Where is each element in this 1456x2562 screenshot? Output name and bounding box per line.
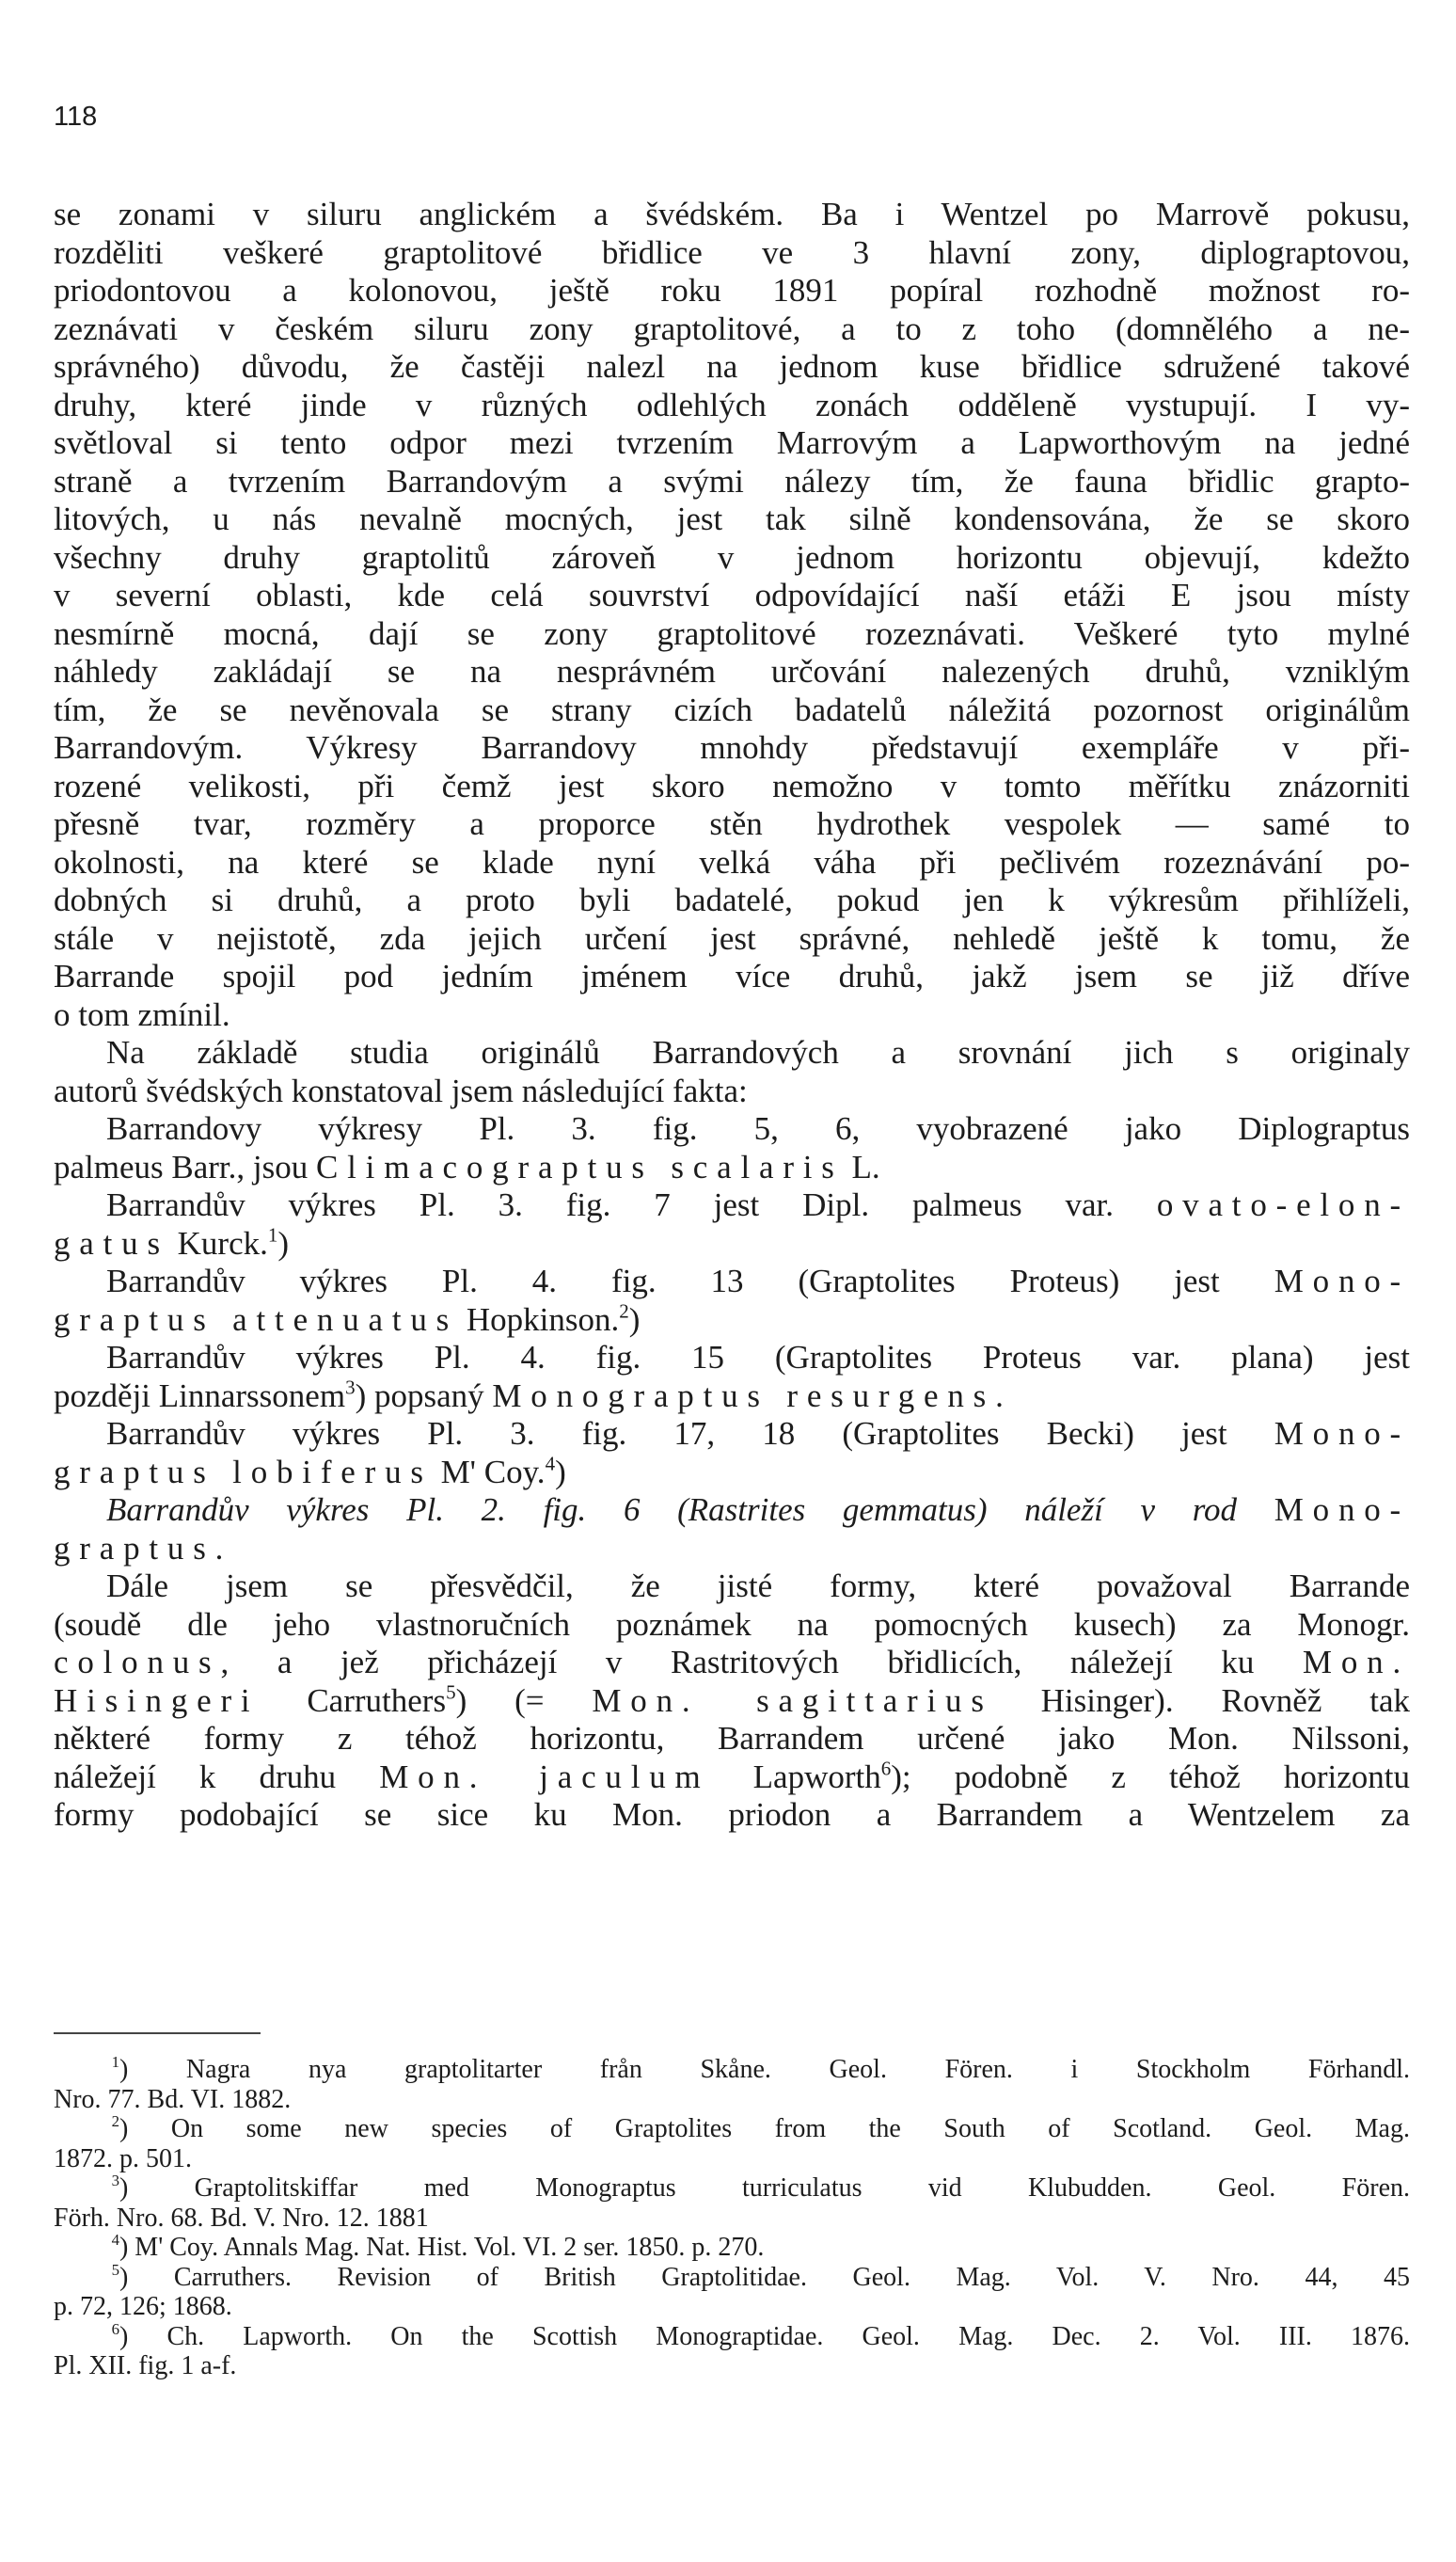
footnote-line <box>54 2204 1410 2234</box>
text-run: okolnosti, na které se klade nyní velká váha při pečlivém rozeznávání po- <box>54 843 1410 881</box>
text-line <box>54 1758 1410 1797</box>
text-line <box>54 882 1410 920</box>
footnotes <box>54 2055 1410 2381</box>
text-run: rozděliti veškeré graptolitové břidlice ve 3 hlavní zony, diplograptovou, <box>54 233 1410 271</box>
text-run: Förh. Nro. 68. Bd. V. Nro. 12. 1881 <box>54 2203 429 2233</box>
text-line <box>54 1339 1410 1377</box>
text-line <box>54 463 1410 501</box>
text-run: Pl. XII. fig. 1 a-f. <box>54 2351 237 2380</box>
text-line <box>54 501 1410 539</box>
spaced-taxon: Mon. jaculum <box>379 1758 710 1795</box>
footnote-line <box>54 2233 1410 2263</box>
text-line <box>54 615 1410 654</box>
text-run: formy podobající se sice ku Mon. priodon a Barrandem a Wentzelem za <box>54 1796 1410 1833</box>
footnote-line <box>54 2319 1410 2352</box>
text-run: (soudě dle jeho vlastnoručních poznámek na pomocných kusech) za Monogr. <box>54 1605 1410 1643</box>
text-run: Barrandův výkres Pl. 3. fig. 7 jest Dipl. palmeus var. <box>106 1186 1157 1223</box>
spaced-taxon: graptus <box>54 1529 215 1567</box>
text-line <box>54 1034 1410 1073</box>
text-line <box>54 1530 1410 1568</box>
footnote-mark: 1 <box>111 2053 119 2072</box>
text-run: litových, u nás nevalně mocných, jest tak silně kondensována, že se skoro <box>54 501 1410 537</box>
text-line <box>54 996 1410 1035</box>
text-line <box>54 844 1410 883</box>
page-number: 118 <box>54 102 98 132</box>
text-run: ) <box>277 1224 290 1262</box>
text-run: ) (= <box>455 1681 593 1719</box>
spaced-taxon: graptus lobiferus <box>54 1453 433 1490</box>
text-run: o tom zmínil. <box>54 995 230 1033</box>
text-line <box>54 348 1410 387</box>
text-line <box>54 577 1410 615</box>
text-line <box>54 1073 1410 1111</box>
footnote-line <box>54 2114 1410 2144</box>
footnote-line <box>54 2351 1410 2381</box>
text-line <box>54 692 1410 730</box>
text-run: p. 72, 126; 1868. <box>54 2292 232 2321</box>
text-run: rozené velikosti, při čemž jest skoro nemožno v tomto měřítku znázorniti <box>54 767 1410 804</box>
text-line <box>54 653 1410 692</box>
text-run: náhledy zakládají se na nesprávném určování nalezených druhů, vzniklým <box>54 653 1410 690</box>
spaced-taxon: Mon. <box>1302 1644 1410 1680</box>
text-run: v severní oblasti, kde celá souvrství odpovídající naší etáži E jsou místy <box>54 577 1410 613</box>
text-line <box>54 1796 1410 1835</box>
text-line <box>54 272 1410 310</box>
footnote-mark: 2 <box>619 1298 629 1322</box>
text-line <box>54 1377 1410 1416</box>
text-run: Barrandův výkres Pl. 4. fig. 15 (Graptolites Proteus var. plana) jest <box>106 1339 1410 1376</box>
main-text <box>54 196 1410 1835</box>
footnote-line <box>54 2144 1410 2174</box>
text-run: 1872. p. 501. <box>54 2143 192 2173</box>
text-run: Lapworth <box>709 1758 881 1795</box>
spaced-taxon: Hisingeri <box>54 1681 260 1719</box>
text-run: Barrandův výkres Pl. 2. fig. 6 (Rastrites gemmatus) náleží v rod <box>106 1491 1274 1528</box>
text-run: Kurck. <box>168 1224 268 1262</box>
text-line <box>54 920 1410 959</box>
footnote-mark: 2 <box>111 2112 119 2131</box>
text-run: se zonami v siluru anglickém a švédském. Ba i Wentzel po Marrově pokusu, <box>54 196 1410 232</box>
text-run: náležejí k druhu <box>54 1758 380 1795</box>
text-run: Na základě studia originálů Barrandových a srovnání jich s originaly <box>106 1034 1410 1071</box>
text-run: světloval si tento odpor mezi tvrzením Marrovým a Lapworthovým na jedné <box>54 424 1410 461</box>
text-run: ) Graptolitskiffar med Monograptus turriculatus vid Klubudden. Geol. Fören. <box>119 2173 1410 2203</box>
footnote-mark: 3 <box>345 1375 356 1398</box>
footnote-mark: 6 <box>880 1756 892 1779</box>
text-line <box>54 1149 1410 1187</box>
text-run: některé formy z téhož horizontu, Barrandem určené jako Mon. Nilssoni, <box>54 1720 1410 1757</box>
text-run: Hisinger). Rovněž tak <box>992 1681 1410 1719</box>
spaced-taxon: Mono- <box>1274 1415 1410 1452</box>
text-run: ) On some new species of Graptolites from the South of Scotland. Geol. Mag. <box>119 2114 1410 2143</box>
text-run: Barrandův výkres Pl. 4. fig. 13 (Graptolites Proteus) jest <box>106 1263 1274 1299</box>
text-run: ) <box>628 1300 641 1338</box>
footnote-mark: 4 <box>545 1451 556 1474</box>
text-line <box>54 1222 1410 1264</box>
footnote-line <box>54 2055 1410 2085</box>
text-run: ) popsaný <box>355 1376 493 1414</box>
text-run: tím, že se nevěnovala se strany cizích badatelů náležitá pozornost originálům <box>54 691 1410 728</box>
text-run: dobných si druhů, a proto byli badatelé, pokud jen k výkresům přihlíželi, <box>54 882 1410 918</box>
text-run: Barrandovy výkresy Pl. 3. fig. 5, 6, vyobrazené jako Diplograptus <box>106 1110 1410 1147</box>
text-line <box>54 387 1410 425</box>
spaced-taxon: colonus <box>54 1644 221 1680</box>
text-run: Barrandovým. Výkresy Barrandovy mnohdy představují exempláře v při- <box>54 729 1410 766</box>
text-run: M' Coy. <box>432 1453 546 1490</box>
text-run: Barrandův výkres Pl. 3. fig. 17, 18 (Graptolites Becki) jest <box>106 1415 1274 1452</box>
footnote-divider <box>54 2032 261 2034</box>
text-run: Dále jsem se přesvědčil, že jisté formy, které považoval Barrande <box>106 1567 1410 1604</box>
text-run: straně a tvrzením Barrandovým a svými nálezy tím, že fauna břidlic grapto- <box>54 462 1410 500</box>
text-run: ) Ch. Lapworth. On the Scottish Monograptidae. Geol. Mag. Dec. 2. Vol. III. 1876. <box>119 2321 1410 2351</box>
footnote-line <box>54 2173 1410 2204</box>
text-line <box>54 1644 1410 1682</box>
spaced-taxon: ovato-elon- <box>1156 1186 1410 1223</box>
text-line <box>54 1567 1410 1606</box>
spaced-taxon: graptus attenuatus <box>54 1300 459 1338</box>
text-line <box>54 768 1410 806</box>
text-run: stále v nejistotě, zda jejich určení jest správné, nehledě ještě k tomu, že <box>54 919 1410 957</box>
text-line <box>54 234 1410 273</box>
text-line <box>54 1606 1410 1645</box>
text-line <box>54 805 1410 844</box>
text-line <box>54 729 1410 768</box>
text-run: Barrande spojil pod jedním jménem více druhů, jakž jsem se již dříve <box>54 958 1410 995</box>
text-run: nesmírně mocná, dají se zony graptolitové rozeznávati. Veškeré tyto mylné <box>54 614 1410 652</box>
footnote-line <box>54 2085 1410 2115</box>
text-run: všechny druhy graptolitů zároveň v jednom horizontu objevují, kdežto <box>54 538 1410 576</box>
text-line <box>54 1298 1410 1340</box>
text-line <box>54 1679 1410 1721</box>
text-line <box>54 1186 1410 1225</box>
text-run: priodontovou a kolonovou, ještě roku 1891 popíral rozhodně možnost ro- <box>54 272 1410 309</box>
spaced-taxon: gatus <box>54 1224 169 1262</box>
spaced-taxon: Monograptus resurgens <box>492 1376 996 1414</box>
text-run: . <box>995 1376 1004 1414</box>
text-run: přesně tvar, rozměry a proporce stěn hydrothek vespolek — samé to <box>54 805 1410 842</box>
text-line <box>54 1720 1410 1758</box>
spaced-taxon: Mono- <box>1274 1263 1410 1299</box>
text-run: , a jež přicházejí v Rastritových břidlicích, náležejí ku <box>220 1644 1303 1680</box>
text-run: správného) důvodu, že častěji nalezl na jednom kuse břidlice sdružené takové <box>54 348 1410 385</box>
text-run: Carruthers <box>259 1681 447 1719</box>
footnote-mark: 5 <box>111 2260 119 2279</box>
text-line <box>54 1110 1410 1149</box>
text-run: ) Carruthers. Revision of British Graptolitidae. Geol. Mag. Vol. V. Nro. 44, 45 <box>119 2262 1410 2292</box>
spaced-taxon: Mono- <box>1274 1491 1410 1528</box>
text-run: L. <box>843 1148 880 1186</box>
text-line <box>54 196 1410 234</box>
text-run: . <box>214 1529 224 1567</box>
text-run: ) <box>555 1453 566 1490</box>
text-run: autorů švédských konstatoval jsem následující fakta: <box>54 1072 748 1109</box>
footnote-mark: 6 <box>111 2319 119 2338</box>
text-run: později Linnarssonem <box>54 1376 346 1414</box>
text-line <box>54 1491 1410 1530</box>
text-run: Hopkinson. <box>458 1300 620 1338</box>
text-line <box>54 1451 1410 1492</box>
footnote-line <box>54 2260 1410 2293</box>
footnote-mark: 4 <box>111 2231 119 2250</box>
spaced-taxon: Mon. sagittarius <box>592 1681 993 1719</box>
text-line <box>54 1263 1410 1301</box>
footnote-line <box>54 2292 1410 2322</box>
text-run: Nro. 77. Bd. VI. 1882. <box>54 2084 292 2114</box>
text-line <box>54 1415 1410 1454</box>
text-run: ); podobně z téhož horizontu <box>891 1758 1410 1795</box>
text-run: druhy, které jinde v různých odlehlých zonách odděleně vystupují. I vy- <box>54 386 1410 423</box>
text-line <box>54 424 1410 463</box>
text-run: zeznávati v českém siluru zony graptolitové, a to z toho (domnělého a ne- <box>54 310 1410 347</box>
footnote-mark: 5 <box>446 1679 456 1703</box>
text-run: ) Nagra nya graptolitarter från Skåne. Geol. Fören. i Stockholm Förhandl. <box>119 2055 1410 2084</box>
footnote-mark: 1 <box>267 1222 278 1246</box>
text-line <box>54 958 1410 996</box>
text-line <box>54 310 1410 349</box>
text-run: palmeus Barr., jsou <box>54 1148 316 1186</box>
text-line <box>54 539 1410 578</box>
footnote-mark: 3 <box>111 2172 119 2190</box>
text-run: ) M' Coy. Annals Mag. Nat. Hist. Vol. VI. 2 ser. 1850. p. 270. <box>119 2233 765 2262</box>
spaced-taxon: Climacograptus scalaris <box>316 1148 844 1186</box>
